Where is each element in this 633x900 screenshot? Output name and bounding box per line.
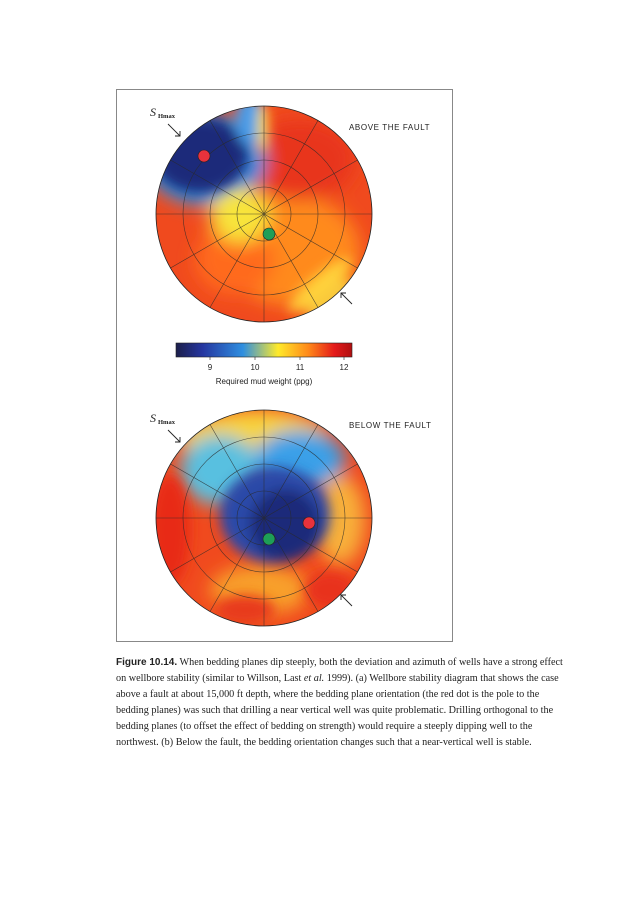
shmax-arrow-icon	[168, 430, 180, 442]
stable-well-dot	[263, 228, 275, 240]
bedding-pole-dot	[303, 517, 315, 529]
caption-text-2: 1999). (a) Wellbore stability diagram that shows the case above a fault at about 15,000 ft depth, where the bedding plane orientation (the red dot is the pole to the bedding planes) was such that drilling a near vertical well was quite problematic. Drilling orthogonal to the bedding planes (to offset the effect of bedding on strength) would require a steeply dipping well to the northwest. (b) Below the fault, the bedding orientation changes such that a near-vertical well is stable.	[116, 673, 559, 749]
stereonet-above-fault	[145, 95, 430, 328]
shmax-arrow-icon	[168, 124, 180, 136]
caption-et-al: et al.	[303, 673, 325, 685]
bedding-pole-dot	[198, 150, 210, 162]
stereonet-below-fault	[150, 410, 432, 626]
shmax-label: S	[150, 105, 156, 119]
colorbar-label: Required mud weight (ppg)	[215, 377, 313, 386]
colorbar	[176, 343, 352, 386]
shmax-label: S	[150, 411, 156, 425]
colorbar-tick: 12	[339, 363, 349, 372]
figure-caption	[116, 655, 566, 752]
stable-well-dot	[263, 533, 275, 545]
colorbar-tick: 11	[295, 363, 305, 372]
shmax-arrow-icon	[341, 293, 352, 304]
shmax-subscript: Hmax	[158, 113, 175, 120]
caption-text-1: When bedding planes dip steeply, both the deviation and azimuth of wells have a strong effect on wellbore stability (similar to Willson, Last	[116, 657, 563, 685]
shmax-arrow-icon	[341, 595, 352, 606]
figure-number: Figure 10.14.	[116, 657, 178, 668]
panel-title: ABOVE THE FAULT	[349, 123, 431, 132]
panel-title: BELOW THE FAULT	[349, 421, 432, 430]
shmax-subscript: Hmax	[158, 419, 175, 426]
colorbar-tick: 10	[250, 363, 260, 372]
colorbar-tick: 9	[207, 363, 213, 372]
